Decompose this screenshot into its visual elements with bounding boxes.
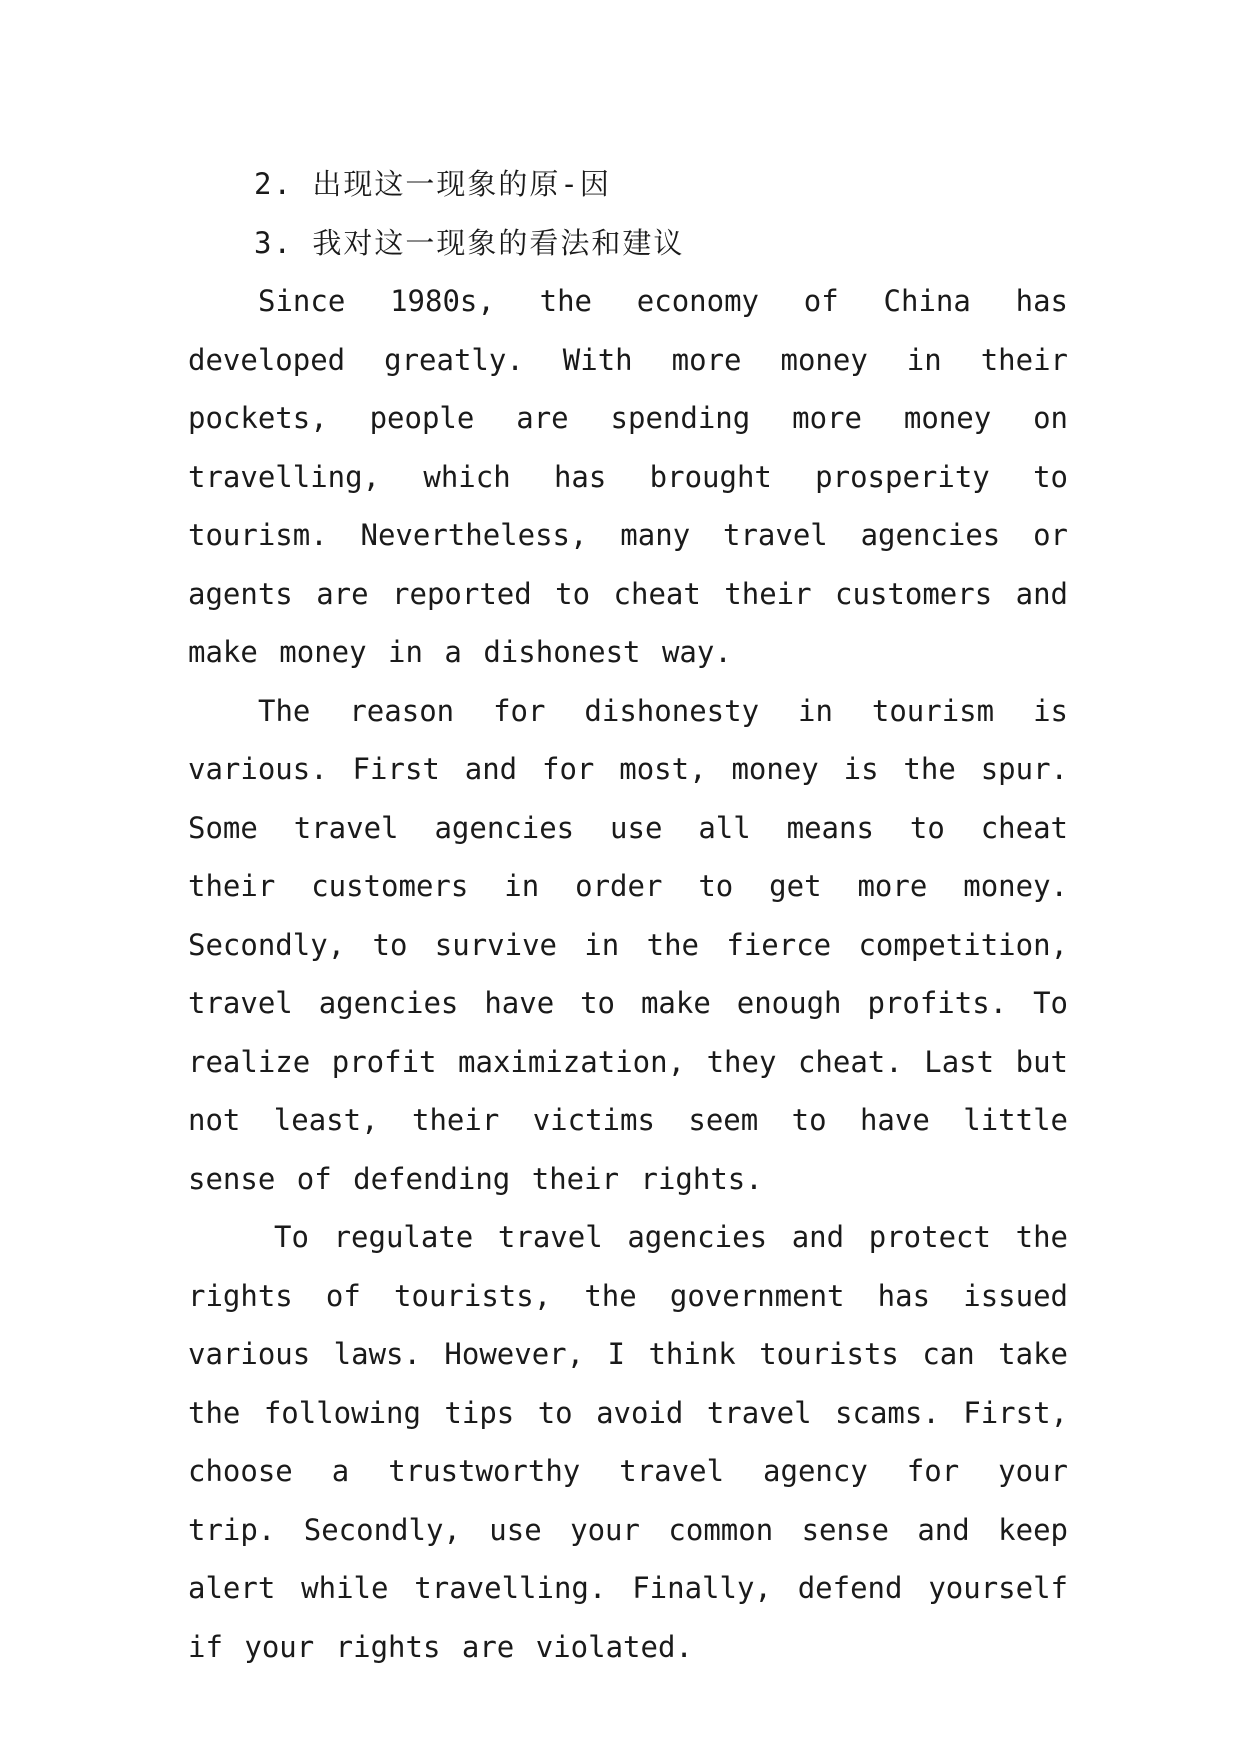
document-body bbox=[188, 155, 1068, 1676]
paragraph-intro: Since 1980s, the economy of China has developed greatly. With more money in their pockets, people are spending more money on travelling, which has brought prosperity to tourism. Nevertheless, many travel agencies or agents are reported to cheat their customers and make money in a dishonest way. bbox=[188, 284, 1068, 669]
paragraph-suggestions: To regulate travel agencies and protect the rights of tourists, the government has issued various laws. However, I think tourists can take the following tips to avoid travel scams. First, choose a trustworthy travel agency for your trip. Secondly, use your common sense and keep alert while travelling. Finally, defend yourself if your rights are violated. bbox=[188, 1220, 1068, 1664]
outline-item-3: 3. 我对这一现象的看法和建议 bbox=[254, 225, 685, 260]
outline-item-2: 2. 出现这一现象的原-因 bbox=[254, 167, 611, 201]
paragraph-reasons: The reason for dishonesty in tourism is various. First and for most, money is the spur. Some travel agencies use all means to cheat their customers in order to get more money. Secondly, to survive in the fierce competition, travel agencies have to make enough profits. To realize profit maximization, they cheat. Last but not least, their victims seem to have little sense of defending their rights. bbox=[188, 693, 1068, 1196]
